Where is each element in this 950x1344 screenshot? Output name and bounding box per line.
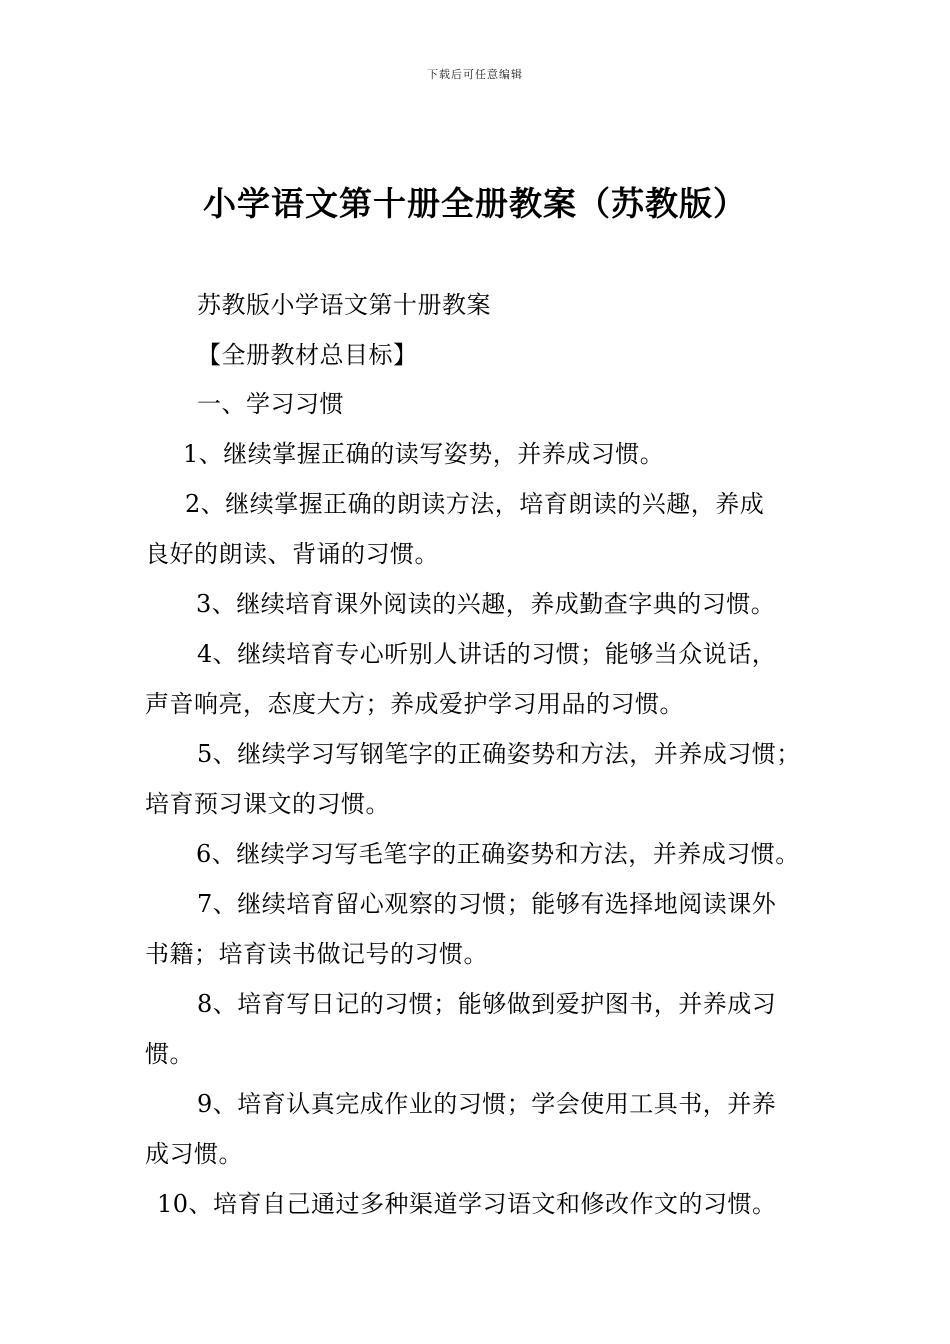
paragraph-line: 成习惯。 [145, 1140, 243, 1168]
paragraph-line: 良好的朗读、背诵的习惯。 [145, 540, 439, 568]
paragraph-line: 9、培育认真完成作业的习惯；学会使用工具书，并养 [197, 1090, 777, 1118]
paragraph-line: 4、继续培育专心听别人讲话的习惯；能够当众说话， [197, 640, 777, 668]
paragraph-line: 培育预习课文的习惯。 [145, 790, 390, 818]
paragraph-line: 8、培育写日记的习惯；能够做到爱护图书，并养成习 [197, 990, 777, 1018]
paragraph-line: 6、继续学习写毛笔字的正确姿势和方法，并养成习惯。 [196, 840, 800, 868]
subtitle-line: 苏教版小学语文第十册教案 [197, 291, 491, 319]
paragraph-line: 1、继续掌握正确的读写姿势，并养成习惯。 [183, 440, 665, 468]
paragraph-line: 2、继续掌握正确的朗读方法，培育朗读的兴趣，养成 [185, 490, 765, 518]
paragraph-line: 7、继续培育留心观察的习惯；能够有选择地阅读课外 [197, 890, 777, 918]
paragraph-line: 声音响亮，态度大方；养成爱护学习用品的习惯。 [145, 690, 684, 718]
document-title: 小学语文第十册全册教案（苏教版） [203, 184, 747, 223]
header-note: 下载后可任意编辑 [427, 68, 523, 81]
paragraph-line: 5、继续学习写钢笔字的正确姿势和方法，并养成习惯； [197, 740, 801, 768]
section-heading: 【全册教材总目标】 [197, 341, 418, 369]
paragraph-line: 3、继续培育课外阅读的兴趣，养成勤查字典的习惯。 [196, 590, 776, 618]
paragraph-line: 惯。 [145, 1040, 194, 1068]
paragraph-line: 10、培育自己通过多种渠道学习语文和修改作文的习惯。 [157, 1190, 777, 1218]
paragraph-line: 书籍；培育读书做记号的习惯。 [145, 940, 488, 968]
subsection-heading: 一、学习习惯 [197, 390, 344, 418]
